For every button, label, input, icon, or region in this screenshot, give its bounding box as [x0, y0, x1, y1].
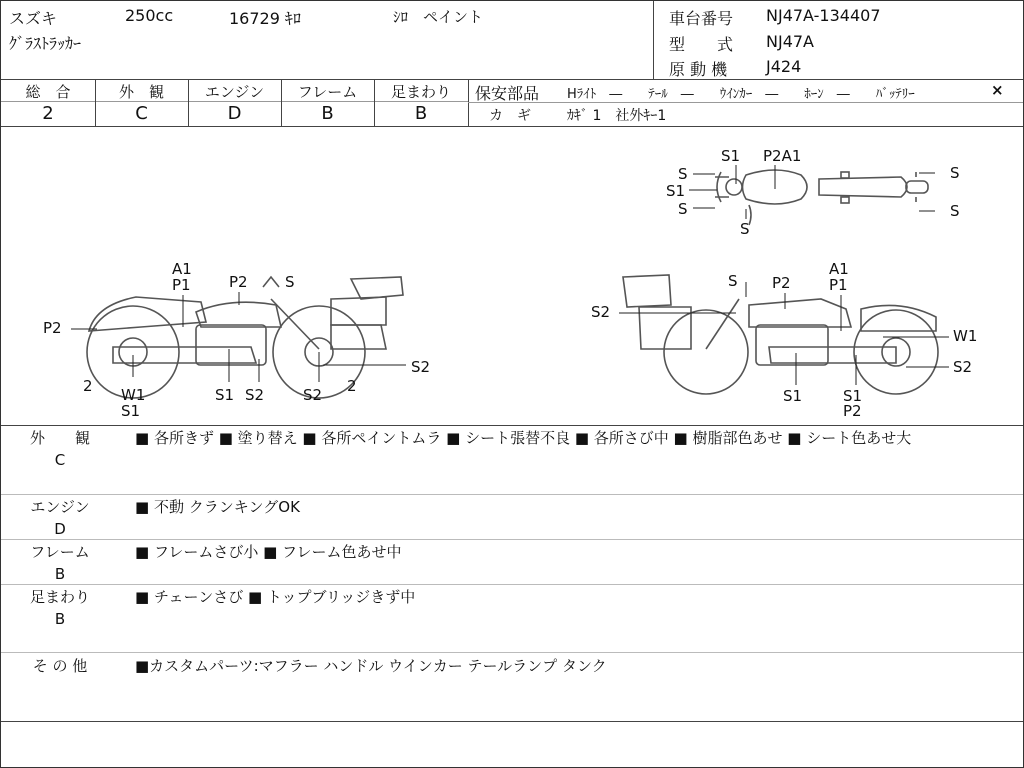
suspension-section-grade: B: [54, 610, 66, 628]
diagram-label: S1: [121, 402, 141, 420]
diagram-label: S: [740, 220, 750, 238]
diagram-label: P2: [772, 274, 791, 292]
grade-suspension-value: B: [414, 103, 428, 124]
type-label: 型 式: [669, 35, 734, 54]
diagram-label: S: [678, 200, 688, 218]
section-divider: [1, 494, 1023, 495]
safety-parts-list: Hﾗｲﾄ ― ﾃｰﾙ ― ｳｲﾝｶｰ ― ﾎｰﾝ ― ﾊﾞｯﾃﾘｰ: [567, 87, 915, 102]
engine-type-label: 原 動 機: [669, 60, 728, 79]
frame-section-title: フレーム: [30, 543, 90, 561]
other-remarks: ■カスタムパーツ:マフラー ハンドル ウインカー テールランプ タンク: [135, 657, 607, 675]
diagram-label: P2: [229, 273, 248, 291]
grade-exterior-value: C: [135, 103, 148, 124]
bike-right-view: [623, 275, 938, 394]
displacement: 250cc: [125, 6, 174, 25]
frame-number-value: NJ47A-134407: [766, 6, 881, 25]
diagram-label: S1: [666, 182, 686, 200]
key-label: カ ギ: [489, 108, 531, 124]
model-name: ｸﾞﾗｽﾄﾗｯｶｰ: [9, 34, 82, 53]
diagram-label: P2: [43, 319, 62, 337]
diagram-label: S: [678, 165, 688, 183]
diagram-label: P1: [829, 276, 848, 294]
exterior-remarks: ■ 各所きず ■ 塗り替え ■ 各所ペイントムラ ■ シート張替不良 ■ 各所さび中 ■ 樹脂部色あせ ■ シート色あせ大: [135, 429, 912, 447]
diagram-label: 2: [347, 377, 357, 395]
diagram-label: S2: [303, 386, 323, 404]
diagram-bottom-border: [1, 425, 1023, 426]
type-value: NJ47A: [766, 32, 814, 51]
diagram-label: A1: [172, 260, 192, 278]
diagram-label: S1: [783, 387, 803, 405]
diagram-label: S: [728, 272, 738, 290]
grade-frame-value: B: [321, 103, 334, 124]
grade-exterior-label: 外 観: [118, 83, 164, 101]
grade-engine-value: D: [227, 103, 242, 124]
exterior-section-title: 外 観: [29, 429, 90, 447]
diagram-label: A1: [829, 260, 849, 278]
diagram-label: S1: [721, 147, 741, 165]
grade-engine-label: エンジン: [204, 83, 265, 101]
other-section-title: そ の 他: [32, 657, 88, 675]
bike-top-view: [715, 170, 928, 225]
color: ｼﾛ ペイント: [393, 8, 484, 26]
frame-section-grade: B: [54, 565, 66, 583]
engine-type-value: J424: [766, 57, 802, 76]
section-divider: [1, 539, 1023, 540]
diagram-label: S2: [245, 386, 265, 404]
section-divider: [1, 584, 1023, 585]
diagram-label: S2: [953, 358, 973, 376]
diagram-label: S1: [215, 386, 235, 404]
diagram-label: S: [285, 273, 295, 291]
diagram-label: S2: [411, 358, 431, 376]
diagram-label: W1: [953, 327, 978, 345]
suspension-section-title: 足まわり: [29, 588, 90, 606]
grade-frame-label: フレーム: [297, 83, 358, 101]
bottom-border: [1, 721, 1023, 722]
diagram-label: W1: [121, 386, 146, 404]
diagram-label: P1: [172, 276, 191, 294]
key-value: ｶｷﾞ 1 社外ｷｰ1: [567, 108, 667, 124]
diagram-label: P2A1: [763, 147, 802, 165]
engine-remarks: ■ 不動 クランキングOK: [135, 498, 300, 516]
diagram-label: S: [950, 164, 960, 182]
frame-remarks: ■ フレームさび小 ■ フレーム色あせ中: [135, 543, 402, 561]
safety-parts-title: 保安部品: [475, 84, 540, 103]
exterior-section-grade: C: [54, 451, 66, 469]
section-divider: [1, 652, 1023, 653]
left-view-labels: [43, 260, 430, 420]
battery-missing-mark: ×: [991, 81, 1004, 99]
grade-total-label: 総 合: [25, 83, 71, 101]
diagram-label: P2: [843, 402, 862, 420]
diagram-label: S1: [843, 387, 863, 405]
damage-diagram: [1, 127, 1023, 425]
header-divider: [653, 1, 654, 79]
grade-suspension-label: 足まわり: [390, 83, 451, 101]
maker: スズキ: [9, 9, 58, 28]
diagram-label: S2: [591, 303, 611, 321]
safety-mid-line: [468, 102, 1023, 103]
table-top-border: [1, 79, 1023, 80]
frame-number-label: 車台番号: [669, 9, 734, 28]
grade-total-value: 2: [42, 103, 54, 124]
engine-section-title: エンジン: [30, 498, 90, 516]
engine-section-grade: D: [54, 520, 66, 538]
suspension-remarks: ■ チェーンさび ■ トップブリッジきず中: [135, 588, 416, 606]
mileage: 16729 ｷﾛ: [229, 9, 301, 28]
diagram-label: 2: [83, 377, 93, 395]
diagram-label: S: [950, 202, 960, 220]
right-view-labels: [591, 260, 977, 420]
